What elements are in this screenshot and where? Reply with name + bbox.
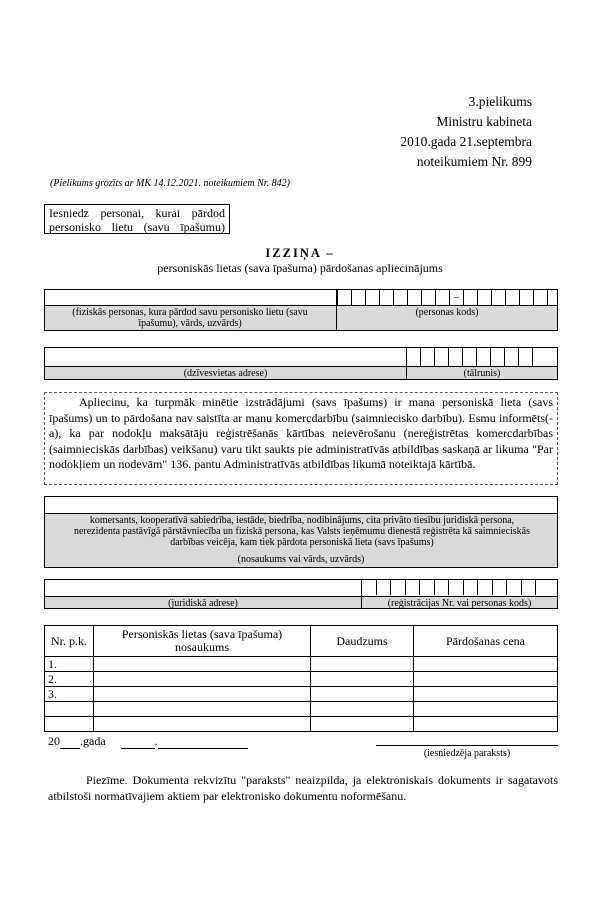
residence-address-label: (dzīvesvietas adrese) — [183, 368, 268, 379]
row-number — [45, 702, 94, 717]
price-cell[interactable] — [414, 702, 558, 717]
declaration-box — [44, 392, 558, 485]
document-title: IZZIŅA – — [265, 246, 335, 260]
col-item-name-header: Personiskās lietas (sava īpašuma) nosaukums — [94, 626, 311, 657]
annex-reference — [360, 92, 532, 172]
table-row — [45, 687, 558, 702]
price-cell[interactable] — [414, 717, 558, 732]
seller-name-label: (fiziskās personas, kura pārdod savu personisko lietu (savu īpašumu), vārds, uzvārds) — [72, 307, 308, 329]
seller-block — [44, 289, 558, 331]
col-price-header: Pārdošanas cena — [414, 626, 558, 657]
col-quantity-header: Daudzums — [311, 626, 414, 657]
annex-line: 2010.gada 21.septembra — [400, 134, 532, 149]
date-dot: . — [154, 734, 158, 748]
declaration-text: Apliecinu, ka turpmāk minētie izstrādājumi (savs īpašums) ir mana personiskā lieta (savs īpašums) un to pārdošana nav saistīta ar manu komercdarbību (saimniecisko darbību). Esmu informēts(-a), ka par nodokļu maksātāju reģistrēšanās kārtības neievērošanu (nereģistrētas komercdarbības (saimnieciskās darbības) veikšanu) varu tikt saukts pie administratīvās atbildības saskaņā ar likuma "Par nodokļiem un nodevām" 136. pantu Administratīvās atbildības likumā noteiktajā kārtībā. — [49, 395, 553, 471]
signature-label: (iesniedzēja paraksts) — [423, 748, 511, 759]
buyer-label: komersants, kooperatīvā sabiedrība, iestāde, biedrība, nodibinājums, cita privāto tiesību juridiskā persona, nerezidenta pastāvīgā pārstāvniecība un fiziskā persona, kas Valsts ieņēmumu dienestā reģistrēta kā saimnieciskās darbības veicēja, kam tiek pārdota personiskā lieta (savs īpašums) — [73, 515, 531, 548]
price-cell[interactable] — [414, 657, 558, 672]
table-row — [45, 717, 558, 732]
items-table — [44, 625, 558, 732]
quantity-cell[interactable] — [311, 657, 414, 672]
quantity-cell[interactable] — [311, 672, 414, 687]
annex-line: 3.pielikums — [468, 94, 532, 109]
quantity-cell[interactable] — [311, 687, 414, 702]
price-cell[interactable] — [414, 687, 558, 702]
row-number: 1. — [45, 657, 94, 672]
item-name-cell[interactable] — [94, 672, 311, 687]
buyer-block — [44, 496, 558, 568]
item-name-cell[interactable] — [94, 702, 311, 717]
row-number — [45, 717, 94, 732]
price-cell[interactable] — [414, 672, 558, 687]
buyer-name-label: (nosaukums vai vārds, uzvārds) — [237, 554, 365, 565]
item-name-cell[interactable] — [94, 657, 311, 672]
annex-line: noteikumiem Nr. 899 — [416, 154, 532, 169]
registration-label: (reģistrācijas Nr. vai personas kods) — [387, 598, 532, 609]
legal-address-block — [44, 579, 558, 609]
day-field[interactable] — [121, 736, 155, 749]
table-row — [45, 702, 558, 717]
item-name-cell[interactable] — [94, 717, 311, 732]
quantity-cell[interactable] — [311, 702, 414, 717]
phone-label: (tālrunis) — [463, 368, 501, 379]
code-separator: – — [449, 290, 463, 305]
footnote — [48, 772, 558, 804]
year-prefix: 20 — [48, 734, 60, 748]
document-subtitle: personiskās lietas (sava īpašuma) pārdošanas apliecinājums — [157, 261, 443, 275]
row-number: 3. — [45, 687, 94, 702]
year-word: .gada — [80, 734, 106, 748]
residence-block — [44, 347, 558, 380]
personal-code-label: (personas kods) — [415, 307, 479, 318]
submit-instruction-box: Iesniedz personai, kurai pārdod personisko lietu (savu īpašumu) — [44, 204, 230, 234]
table-row — [45, 657, 558, 672]
signature-field[interactable] — [376, 745, 558, 746]
item-name-cell[interactable] — [94, 687, 311, 702]
annex-line: Ministru kabineta — [436, 114, 532, 129]
registration-cells[interactable] — [361, 580, 550, 595]
date-line — [48, 734, 248, 749]
row-number: 2. — [45, 672, 94, 687]
col-number-header: Nr. p.k. — [45, 626, 94, 657]
amendment-note: (Pielikums grozīts ar MK 14.12.2021. noteikumiem Nr. 842) — [50, 178, 290, 189]
legal-address-label: (juridiskā adrese) — [168, 598, 238, 609]
month-field[interactable] — [158, 736, 248, 749]
footnote-text: Piezīme. Dokumenta rekvizītu "paraksts" neaizpilda, ja elektroniskais dokuments ir sagatavots atbilstoši normatīvajiem aktiem par elektronisko dokumentu noformēšanu. — [48, 773, 558, 803]
table-row — [45, 672, 558, 687]
table-header-row — [45, 626, 558, 657]
quantity-cell[interactable] — [311, 717, 414, 732]
phone-cells[interactable] — [406, 348, 546, 366]
personal-code-cells[interactable] — [337, 290, 561, 305]
year-field[interactable] — [60, 736, 80, 749]
